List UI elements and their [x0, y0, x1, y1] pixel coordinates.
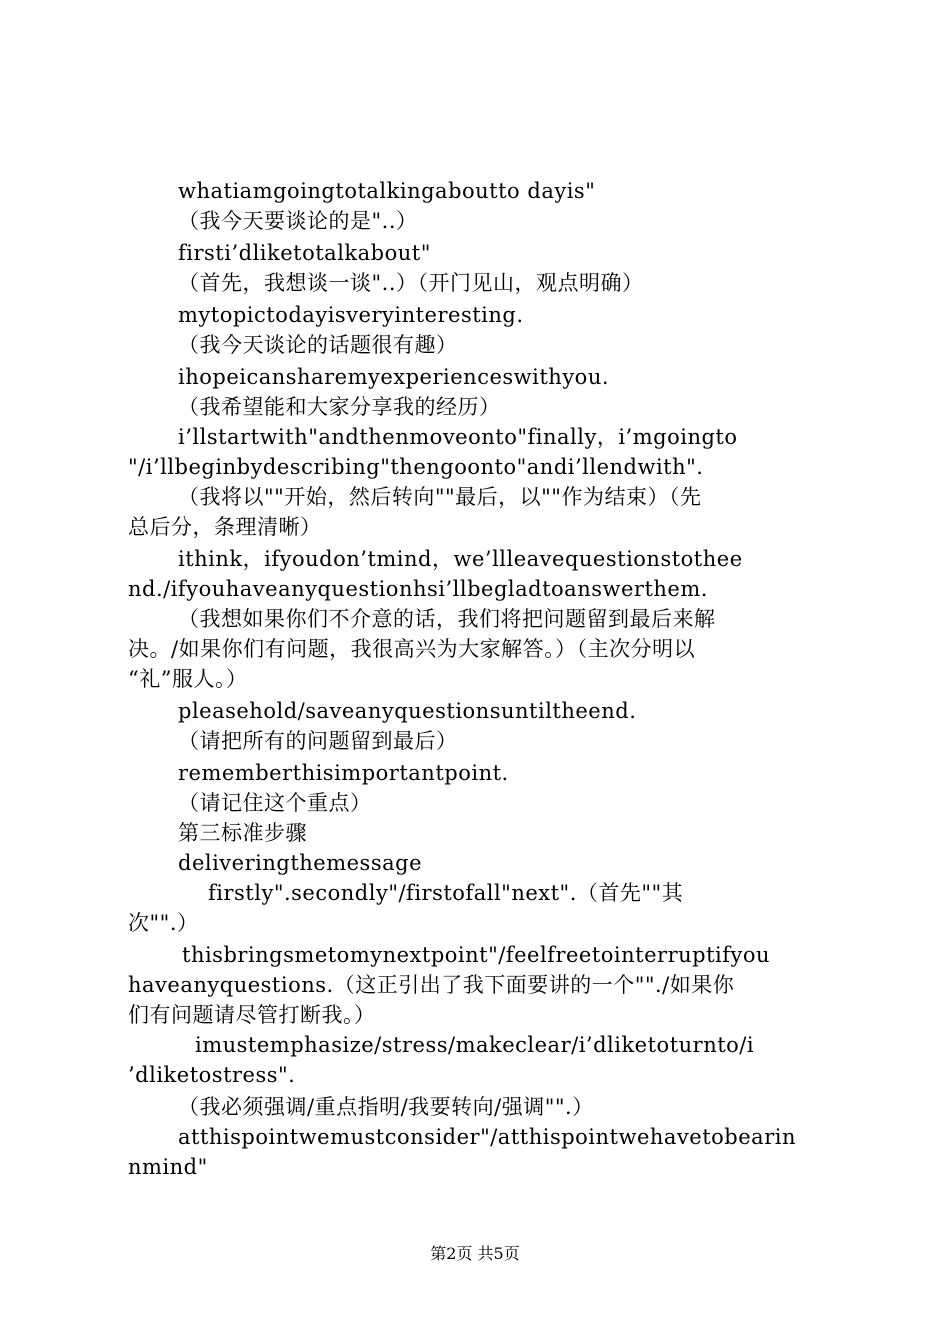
text-line: 第三标准步骤: [178, 821, 307, 845]
text-line: rememberthisimportantpoint.: [178, 761, 509, 785]
text-line: atthispointwemustconsider"/atthispointwehavetobearin: [178, 1125, 796, 1149]
page-number-footer: 第2页 共5页: [430, 1244, 520, 1263]
text-line: （请把所有的问题留到最后）: [178, 729, 458, 753]
text-line: haveanyquestions.（这正引出了我下面要讲的一个""./如果你: [128, 973, 735, 997]
text-line: （我希望能和大家分享我的经历）: [178, 395, 501, 419]
text-line: nmind": [128, 1155, 208, 1179]
text-line: 决。/如果你们有问题，我很高兴为大家解答。）（主次分明以: [128, 637, 696, 661]
text-line: “礼”服人。）: [128, 667, 248, 691]
text-line: whatiamgoingtotalkingaboutto dayis": [178, 179, 596, 203]
text-line: i’llstartwith"andthenmoveonto"finally，i’mgoingto: [178, 425, 738, 449]
text-line: （我必须强调/重点指明/我要转向/强调"".）: [178, 1095, 594, 1119]
text-line: （我今天要谈论的是"..）: [178, 209, 418, 233]
text-line: 总后分，条理清晰）: [128, 515, 322, 539]
text-line: （我想如果你们不介意的话，我们将把问题留到最后来解: [178, 607, 716, 631]
text-line: （我今天谈论的话题很有趣）: [178, 333, 458, 357]
text-line: pleasehold/saveanyquestionsuntiltheend.: [178, 699, 637, 723]
text-line: imustemphasize/stress/makeclear/i’dliketoturnto/i: [195, 1033, 755, 1057]
text-line: firsti’dliketotalkabout": [178, 241, 431, 265]
text-line: mytopictodayisveryinteresting.: [178, 303, 524, 327]
text-line: nd./ifyouhaveanyquestionhsi’llbegladtoanswerthem.: [128, 577, 708, 601]
text-line: ’dliketostress".: [128, 1063, 296, 1087]
text-line: ihopeicansharemyexperienceswithyou.: [178, 365, 610, 389]
text-line: firstly".secondly"/firstofall"next".（首先""其: [208, 881, 684, 905]
text-line: deliveringthemessage: [178, 851, 422, 875]
text-line: "/i’llbeginbydescribing"thengoonto"andi’llendwith".: [128, 455, 704, 479]
text-line: （首先，我想谈一谈"..）（开门见山，观点明确）: [178, 271, 644, 295]
text-line: thisbringsmetomynextpoint"/feelfreetointerruptifyou: [182, 943, 771, 967]
text-line: ithink，ifyoudon’tmind，we’llleavequestionstothee: [178, 547, 743, 571]
text-line: 们有问题请尽管打断我。）: [128, 1003, 376, 1027]
text-line: （我将以""开始，然后转向""最后，以""作为结束）（先: [178, 485, 702, 509]
text-line: （请记住这个重点）: [178, 791, 372, 815]
text-line: 次"".）: [128, 911, 199, 935]
